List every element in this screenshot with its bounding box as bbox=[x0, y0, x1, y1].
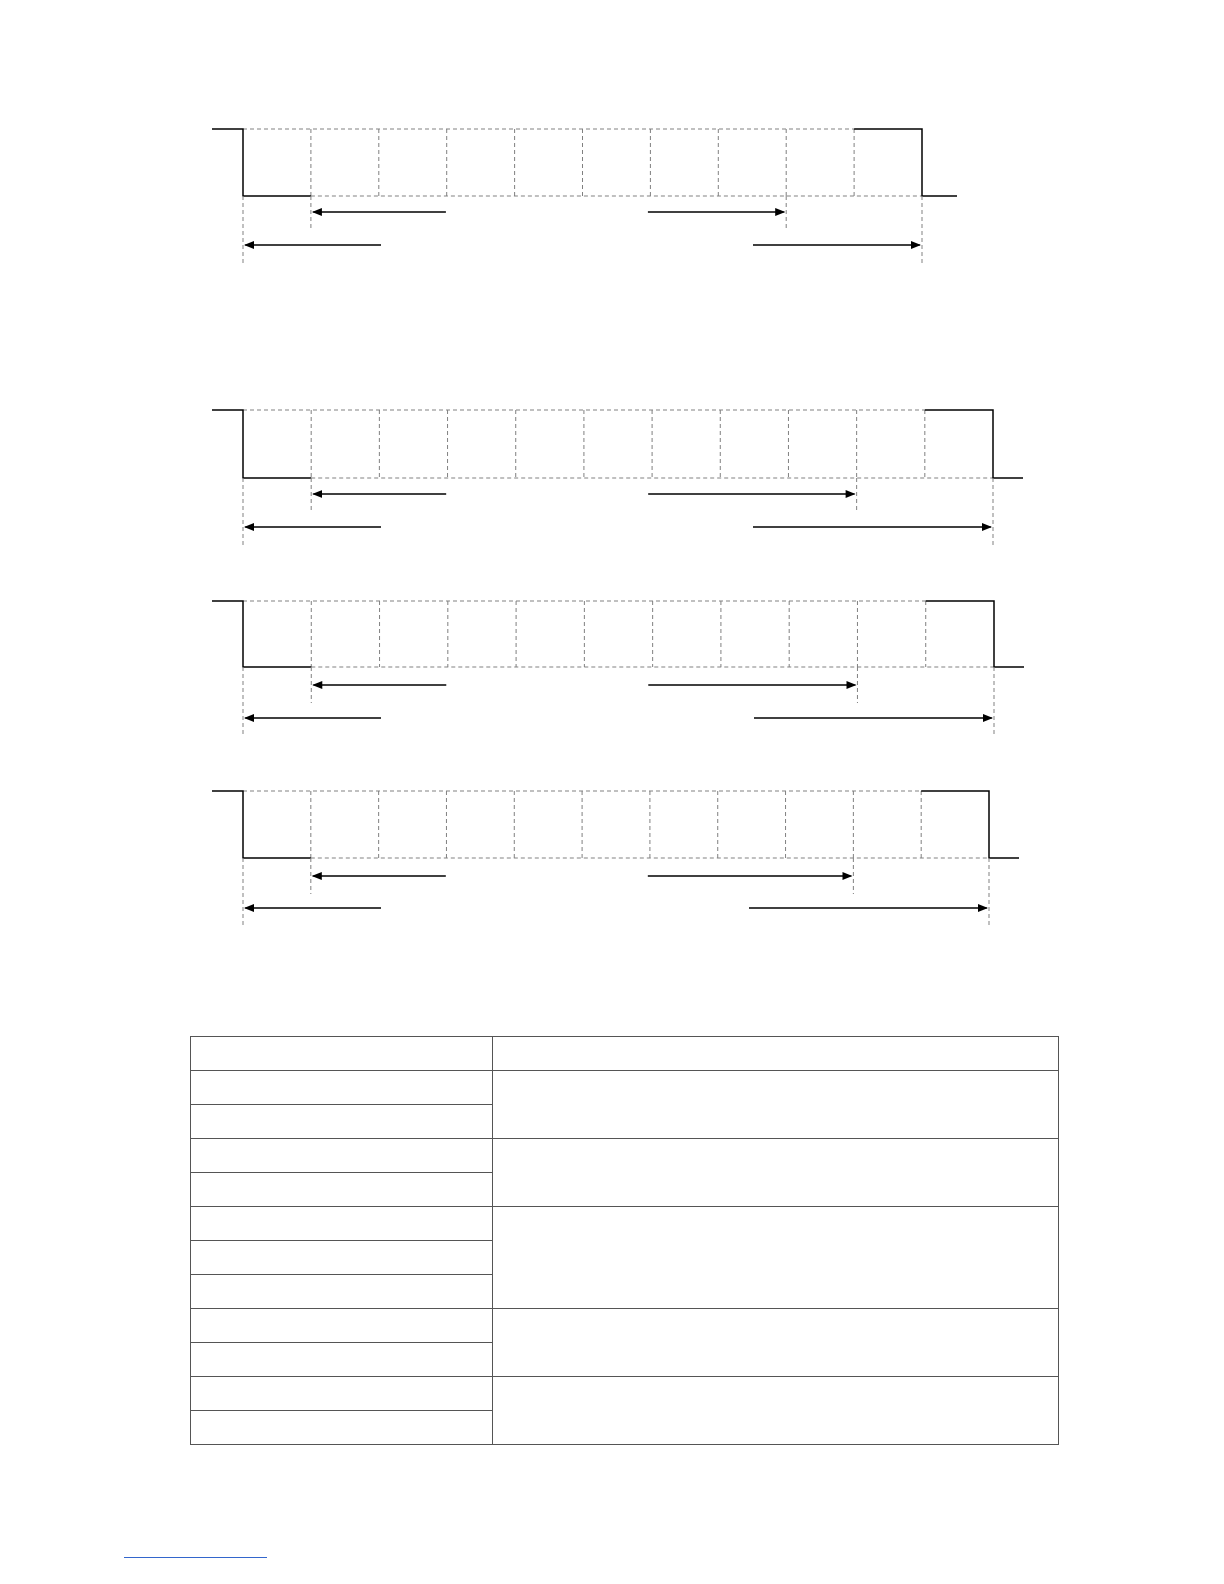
frame-1 bbox=[212, 129, 957, 264]
table-row bbox=[191, 1377, 1059, 1411]
setting-cell bbox=[191, 1275, 493, 1309]
footer-link-underline[interactable] bbox=[124, 1556, 267, 1558]
description-cell bbox=[493, 1207, 1059, 1309]
table-row bbox=[191, 1309, 1059, 1343]
signal-waveform bbox=[212, 791, 1019, 858]
description-cell bbox=[493, 1071, 1059, 1139]
signal-waveform bbox=[212, 410, 1023, 478]
table-header-row bbox=[191, 1037, 1059, 1071]
signal-waveform bbox=[212, 129, 957, 196]
settings-table bbox=[190, 1036, 1059, 1445]
header-cell-right bbox=[493, 1037, 1059, 1071]
setting-cell bbox=[191, 1071, 493, 1105]
setting-cell bbox=[191, 1207, 493, 1241]
setting-cell bbox=[191, 1139, 493, 1173]
table-row bbox=[191, 1139, 1059, 1173]
setting-cell bbox=[191, 1309, 493, 1343]
setting-cell bbox=[191, 1343, 493, 1377]
frame-2 bbox=[212, 410, 1023, 545]
setting-cell bbox=[191, 1377, 493, 1411]
frame-3 bbox=[212, 601, 1024, 735]
setting-cell bbox=[191, 1105, 493, 1139]
setting-cell bbox=[191, 1411, 493, 1445]
header-cell-left bbox=[191, 1037, 493, 1071]
description-cell bbox=[493, 1377, 1059, 1445]
setting-cell bbox=[191, 1241, 493, 1275]
table-row bbox=[191, 1071, 1059, 1105]
frame-4 bbox=[212, 791, 1019, 926]
signal-waveform bbox=[212, 601, 1024, 667]
description-cell bbox=[493, 1309, 1059, 1377]
setting-cell bbox=[191, 1173, 493, 1207]
table-row bbox=[191, 1207, 1059, 1241]
description-cell bbox=[493, 1139, 1059, 1207]
